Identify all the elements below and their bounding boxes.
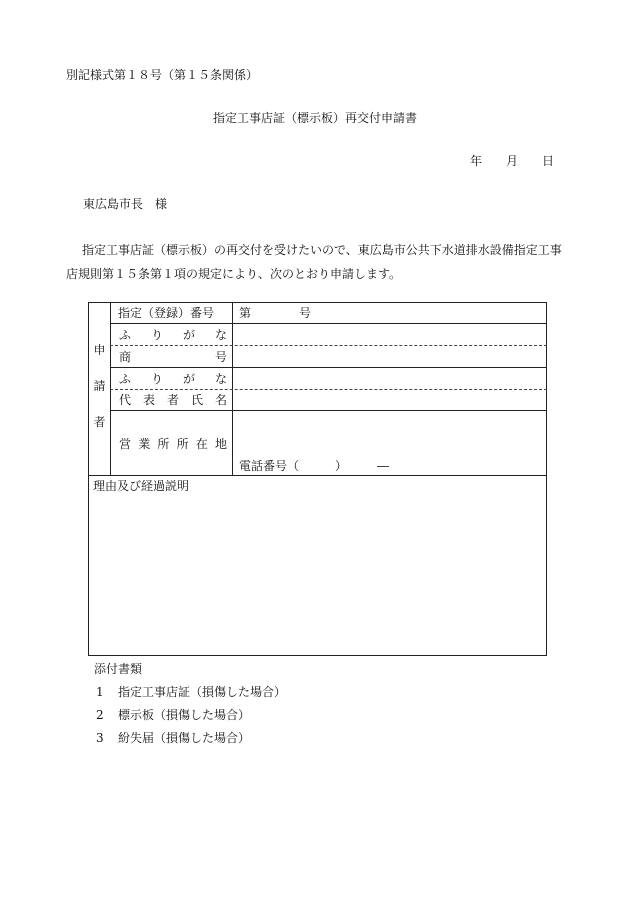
attachment-item bbox=[96, 685, 286, 699]
attachment-item bbox=[96, 731, 250, 745]
application-statement: 指定工事店証（標示板）の再交付を受けたいので、東広島市公共下水道排水設備指定工事店規則第１５条第１項の規定により、次のとおり申請します。 bbox=[66, 243, 562, 281]
attachment-text: 紛失届（損傷した場合） bbox=[118, 731, 251, 745]
label-char: 所 bbox=[157, 437, 170, 451]
label-char: 業 bbox=[138, 437, 151, 451]
furigana-label-trade-name bbox=[119, 328, 227, 342]
applicant-label-char: 請 bbox=[93, 379, 106, 393]
reason-label: 理由及び経過説明 bbox=[93, 479, 190, 493]
label-char: 者 bbox=[166, 393, 179, 407]
representative-name-label bbox=[119, 393, 227, 407]
attachment-text: 指定工事店証（損傷した場合） bbox=[118, 685, 287, 699]
label-char: ふ bbox=[119, 328, 132, 342]
date-month-label: 月 bbox=[506, 154, 519, 168]
applicant-label-char: 者 bbox=[93, 415, 106, 429]
date-year-label: 年 bbox=[470, 154, 483, 168]
label-char: が bbox=[182, 372, 195, 386]
label-char: 営 bbox=[119, 437, 132, 451]
attachments-title: 添付書類 bbox=[94, 662, 143, 676]
phone-number-label: 電話番号（ ） ― bbox=[239, 459, 390, 473]
attachment-number: 1 bbox=[96, 685, 104, 699]
label-char: り bbox=[150, 372, 163, 386]
label-char: り bbox=[150, 328, 163, 342]
attachment-number: 3 bbox=[96, 731, 104, 745]
addressee: 東広島市長 様 bbox=[83, 197, 168, 211]
label-char: 名 bbox=[214, 393, 227, 407]
attachment-number: 2 bbox=[96, 708, 104, 722]
registration-number-suffix: 号 bbox=[299, 306, 312, 320]
label-char: ふ bbox=[119, 372, 132, 386]
office-address-label bbox=[119, 437, 227, 451]
label-char: な bbox=[214, 372, 227, 386]
label-char: 代 bbox=[119, 393, 132, 407]
document-title: 指定工事店証（標示板）再交付申請書 bbox=[212, 111, 417, 125]
label-char: が bbox=[182, 328, 195, 342]
label-char: 号 bbox=[214, 350, 227, 364]
form-number-label: 別記様式第１８号（第１５条関係） bbox=[66, 68, 259, 82]
label-char: 商 bbox=[119, 350, 132, 364]
label-char: 在 bbox=[195, 437, 208, 451]
registration-number-label: 指定（登録）番号 bbox=[118, 306, 215, 320]
label-char: 所 bbox=[176, 437, 189, 451]
registration-number-prefix: 第 bbox=[239, 306, 252, 320]
trade-name-label bbox=[119, 350, 227, 364]
application-table bbox=[88, 302, 547, 656]
furigana-label-representative bbox=[119, 372, 227, 386]
label-char: な bbox=[214, 328, 227, 342]
label-char: 氏 bbox=[190, 393, 203, 407]
attachment-text: 標示板（損傷した場合） bbox=[118, 708, 251, 722]
applicant-label-char: 申 bbox=[93, 343, 106, 357]
date-day-label: 日 bbox=[542, 154, 555, 168]
date-line bbox=[470, 154, 554, 168]
label-char: 地 bbox=[214, 437, 227, 451]
label-char: 表 bbox=[142, 393, 155, 407]
attachment-item bbox=[96, 708, 250, 722]
applicant-label bbox=[89, 343, 110, 429]
